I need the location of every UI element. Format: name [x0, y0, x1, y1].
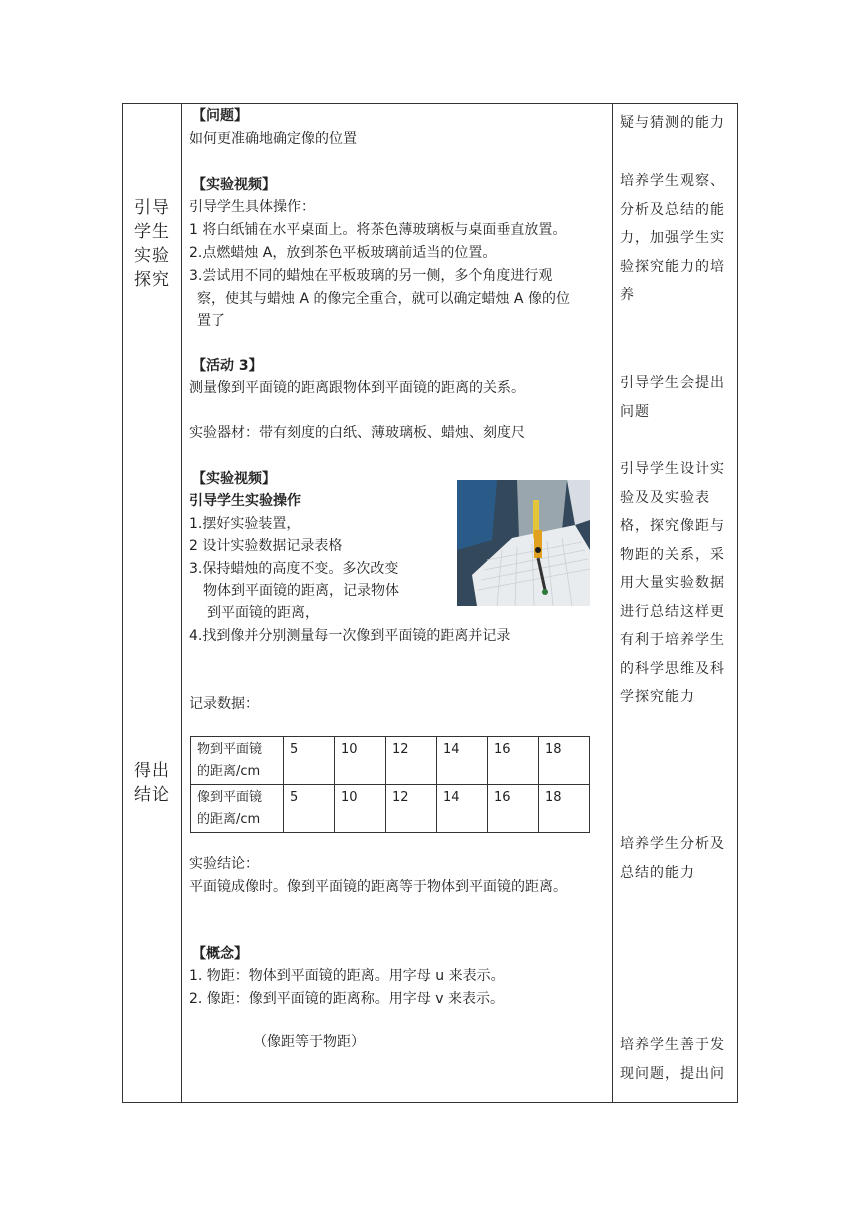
table-cell: 5 — [284, 785, 335, 833]
video-step: 2.点燃蜡烛 A，放到茶色平板玻璃前适当的位置。 — [189, 245, 497, 261]
table-cell: 12 — [386, 785, 437, 833]
data-table — [190, 736, 590, 833]
row-header: 物到平面镜 的距离/cm — [191, 737, 284, 785]
table-cell: 10 — [335, 737, 386, 785]
table-row — [191, 737, 590, 785]
stage-label-conclude: 得出 结论 — [134, 761, 170, 805]
table-cell: 18 — [539, 785, 590, 833]
video-step: 3.尝试用不同的蜡烛在平板玻璃的另一侧，多个角度进行观 — [189, 268, 553, 284]
experiment-photo-icon — [457, 480, 590, 606]
conclusion-text: 平面镜成像时。像到平面镜的距离等于物体到平面镜的距离。 — [189, 879, 567, 895]
goal-note: 疑与猜测的能力 — [620, 115, 725, 131]
goal-note: 引导学生会提出 问题 — [620, 375, 725, 420]
concept-item: 1. 物距：物体到平面镜的距离。用字母 u 来表示。 — [189, 968, 505, 984]
concept-heading: 【概念】 — [192, 946, 248, 962]
video-step: 1.摆好实验装置， — [189, 516, 301, 532]
goal-note: 培养学生观察、 分析及总结的能 力，加强学生实 验探究能力的培 养 — [620, 173, 725, 303]
video-heading-2: 【实验视频】 — [192, 471, 276, 487]
question-heading: 【问题】 — [192, 108, 248, 124]
video-step: 2 设计实验数据记录表格 — [189, 538, 343, 554]
materials-text: 实验器材：带有刻度的白纸、薄玻璃板、蜡烛、刻度尺 — [189, 425, 525, 441]
table-cell: 5 — [284, 737, 335, 785]
column-divider-right — [612, 104, 613, 1102]
stage-label-explore: 引导 学生 实验 探究 — [134, 198, 170, 290]
goal-note: 培养学生善于发 现问题，提出问 — [620, 1037, 725, 1082]
goal-note: 培养学生分析及 总结的能力 — [620, 836, 725, 881]
row-header: 像到平面镜 的距离/cm — [191, 785, 284, 833]
video-step: 4.找到像并分别测量每一次像到平面镜的距离并记录 — [189, 628, 511, 644]
experiment-photo-drawing — [457, 480, 590, 606]
table-cell: 18 — [539, 737, 590, 785]
table-cell: 14 — [437, 737, 488, 785]
table-cell: 10 — [335, 785, 386, 833]
video-step: 1 将白纸铺在水平桌面上。将茶色薄玻璃板与桌面垂直放置。 — [189, 222, 567, 238]
concept-note: （像距等于物距） — [253, 1034, 365, 1050]
activity-heading: 【活动 3】 — [192, 358, 263, 374]
table-cell: 14 — [437, 785, 488, 833]
concept-item: 2. 像距：像到平面镜的距离称。用字母 v 来表示。 — [189, 991, 504, 1007]
video-lead-2: 引导学生实验操作 — [189, 493, 301, 509]
activity-text: 测量像到平面镜的距离跟物体到平面镜的距离的关系。 — [189, 380, 525, 396]
video-heading-1: 【实验视频】 — [192, 177, 276, 193]
video-step: 察，使其与蜡烛 A 的像完全重合，就可以确定蜡烛 A 像的位 — [197, 291, 570, 307]
video-step: 3.保持蜡烛的高度不变。多次改变 — [189, 561, 399, 577]
table-row — [191, 785, 590, 833]
table-cell: 16 — [488, 785, 539, 833]
video-step: 物体到平面镜的距离，记录物体 — [203, 583, 399, 599]
lesson-table — [122, 103, 738, 1103]
record-label: 记录数据： — [189, 696, 259, 712]
video-step: 到平面镜的距离， — [207, 605, 319, 621]
goal-note: 引导学生设计实 验及及实验表 格，探究像距与 物距的关系，采 用大量实验数据 进行总结这样更 有利于培养学生 的科学思维及科 学探究能力 — [620, 461, 725, 705]
video-lead-1: 引导学生具体操作： — [189, 199, 315, 215]
question-text: 如何更准确地确定像的位置 — [189, 131, 357, 147]
table-cell: 16 — [488, 737, 539, 785]
table-cell: 12 — [386, 737, 437, 785]
video-step: 置了 — [197, 313, 225, 329]
column-divider-left — [181, 104, 182, 1102]
conclusion-label: 实验结论： — [189, 856, 259, 872]
